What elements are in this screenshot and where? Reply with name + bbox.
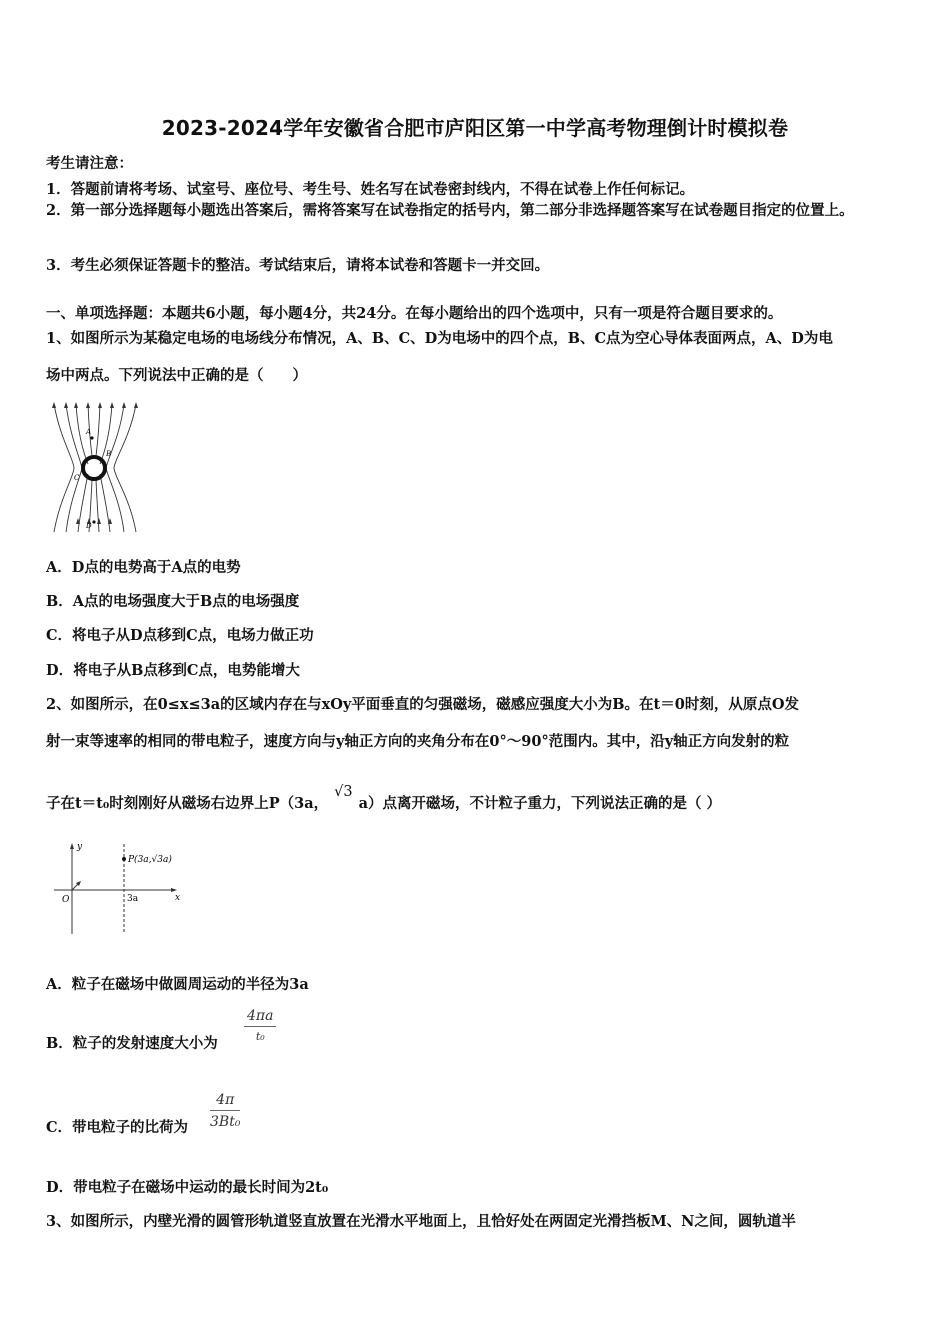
notice-heading: 考生请注意： xyxy=(46,155,133,172)
q2-option-c: C．带电粒子的比荷为 xyxy=(46,1119,189,1136)
notice-item-1: 1．答题前请将考场、试室号、座位号、考生号、姓名写在试卷密封线内，不得在试卷上作任何标记。 xyxy=(46,181,695,198)
q3-stem-line1: 3、如图所示，内壁光滑的圆管形轨道竖直放置在光滑水平地面上，且恰好处在两固定光滑挡板M、N之间，圆轨道半 xyxy=(46,1213,796,1230)
q1-label-c: C xyxy=(74,474,80,482)
q2-stem-line3-before: 子在t＝t₀时刻刚好从磁场右边界上P（3a， xyxy=(46,795,329,812)
q2-option-c-den: 3Bt₀ xyxy=(210,1114,241,1130)
q1-option-c: C．将电子从D点移到C点，电场力做正功 xyxy=(46,627,314,644)
q2-option-b-fraction xyxy=(244,1008,276,1043)
q2-sqrt3: √3 xyxy=(334,784,353,800)
q2-stem-line2: 射一束等速率的相同的带电粒子，速度方向与y轴正方向的夹角分布在0°～90°范围内。其中，沿y轴正方向发射的粒 xyxy=(46,733,790,750)
q2-coordinate-figure xyxy=(50,838,190,938)
q1-label-b: B xyxy=(106,450,112,458)
q1-option-a: A．D点的电势高于A点的电势 xyxy=(46,559,241,576)
notice-item-3: 3．考生必须保证答题卡的整洁。考试结束后，请将本试卷和答题卡一并交回。 xyxy=(46,257,550,274)
q1-stem-line2: 场中两点。下列说法中正确的是（ ） xyxy=(46,367,307,384)
q2-option-c-fraction xyxy=(210,1092,240,1130)
q1-option-b: B．A点的电场强度大于B点的电场强度 xyxy=(46,593,300,610)
q1-label-a: A xyxy=(86,428,92,436)
q2-stem-line3 xyxy=(46,784,908,813)
q2-label-3a: 3a xyxy=(127,894,139,904)
q2-option-c-num: 4π xyxy=(210,1092,240,1111)
q2-option-a: A．粒子在磁场中做圆周运动的半径为3a xyxy=(46,976,309,993)
q2-label-p: P(3a,√3a) xyxy=(128,855,172,865)
q2-label-x: x xyxy=(175,893,181,903)
exam-title: 2023-2024学年安徽省合肥市庐阳区第一中学高考物理倒计时模拟卷 xyxy=(161,116,789,140)
q2-label-y: y xyxy=(77,842,83,852)
q2-stem-line1: 2、如图所示，在0≤x≤3a的区域内存在与xOy平面垂直的匀强磁场，磁感应强度大小为B。在t＝0时刻，从原点O发 xyxy=(46,696,799,713)
q1-option-d: D．将电子从B点移到C点，电势能增大 xyxy=(46,662,300,679)
q1-stem-line1: 1、如图所示为某稳定电场的电场线分布情况，A、B、C、D为电场中的四个点，B、C点为空心导体表面两点，A、D为电 xyxy=(46,330,833,347)
q1-electric-field-figure xyxy=(46,398,146,538)
q2-stem-line3-after: a）点离开磁场，不计粒子重力，下列说法正确的是（ ） xyxy=(358,795,722,812)
q2-option-d: D．带电粒子在磁场中运动的最长时间为2t₀ xyxy=(46,1179,329,1196)
q2-option-b: B．粒子的发射速度大小为 xyxy=(46,1035,218,1052)
q2-option-b-den: t₀ xyxy=(255,1030,265,1043)
section-heading: 一、单项选择题：本题共6小题，每小题4分，共24分。在每小题给出的四个选项中，只有一项是符合题目要求的。 xyxy=(46,305,783,322)
q1-label-d: D xyxy=(86,522,92,530)
q2-label-origin: O xyxy=(62,895,70,905)
q2-option-b-num: 4πa xyxy=(244,1008,276,1027)
notice-item-2: 2．第一部分选择题每小题选出答案后，需将答案写在试卷指定的括号内，第二部分非选择题答案写在试卷题目指定的位置上。 xyxy=(46,202,854,219)
